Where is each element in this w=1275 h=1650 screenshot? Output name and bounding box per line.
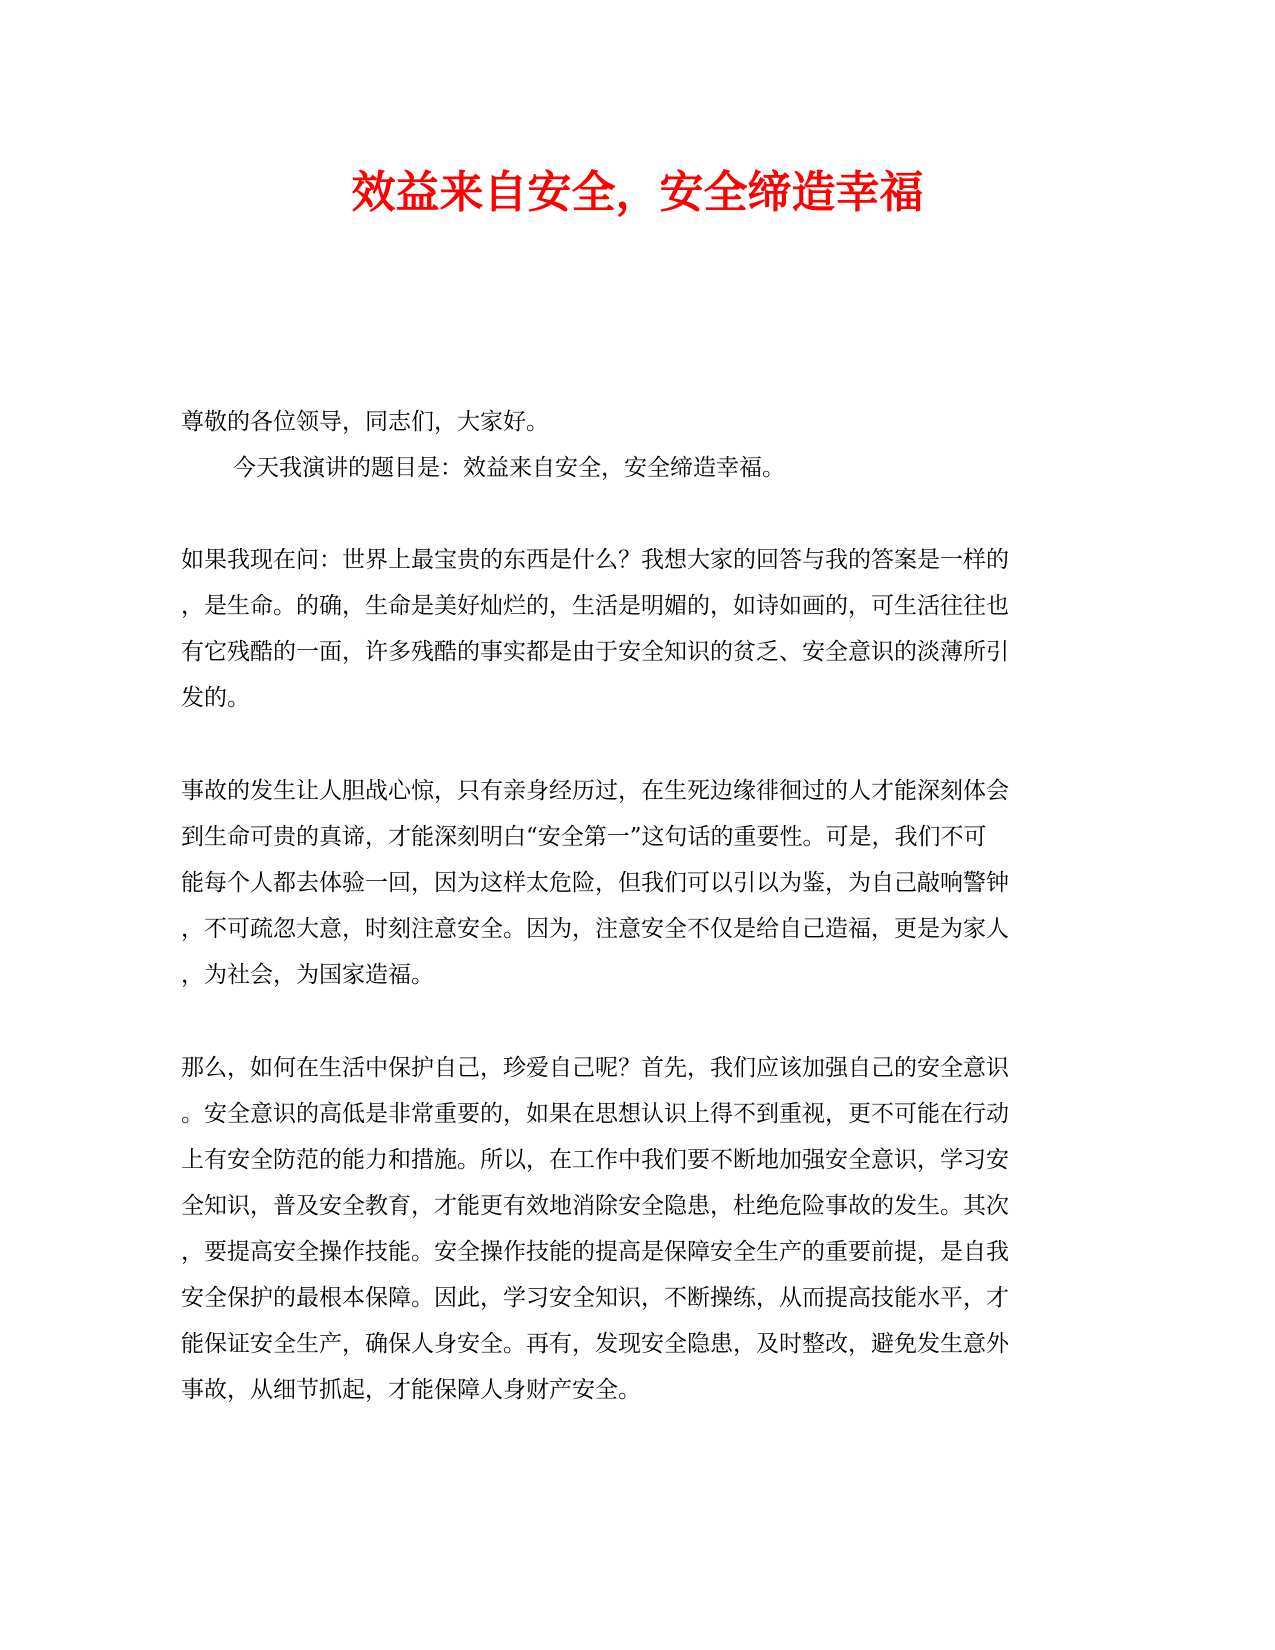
- paragraph-line: ，为社会，为国家造福。: [181, 962, 434, 988]
- paragraph-line: 能保证安全生产，确保人身安全。再有，发现安全隐患，及时整改，避免发生意外: [181, 1331, 1009, 1357]
- document-title: 效益来自安全，安全缔造幸福: [351, 167, 924, 218]
- paragraph-line: 安全保护的最根本保障。因此，学习安全知识，不断操练，从而提高技能水平，才: [181, 1285, 1009, 1311]
- paragraph-line: ，是生命。的确，生命是美好灿烂的，生活是明媚的，如诗如画的，可生活往往也: [181, 593, 1009, 619]
- paragraph-line: 那么，如何在生活中保护自己，珍爱自己呢？首先，我们应该加强自己的安全意识: [181, 1055, 1009, 1081]
- paragraph-line: 发的。: [181, 685, 250, 711]
- paragraph-line: 如果我现在问：世界上最宝贵的东西是什么？我想大家的回答与我的答案是一样的: [181, 547, 1009, 573]
- paragraph-line: 到生命可贵的真谛，才能深刻明白“安全第一”这句话的重要性。可是，我们不可: [181, 824, 987, 850]
- paragraph-line: 全知识，普及安全教育，才能更有效地消除安全隐患，杜绝危险事故的发生。其次: [181, 1193, 1009, 1219]
- greeting-line: 尊敬的各位领导，同志们，大家好。: [181, 409, 549, 435]
- paragraph-line: 能每个人都去体验一回，因为这样太危险，但我们可以引以为鉴，为自己敲响警钟: [181, 870, 1009, 896]
- paragraph-line: 事故的发生让人胆战心惊，只有亲身经历过，在生死边缘徘徊过的人才能深刻体会: [181, 778, 1009, 804]
- paragraph-line: 上有安全防范的能力和措施。所以，在工作中我们要不断地加强安全意识，学习安: [181, 1147, 1009, 1173]
- paragraph-line: 事故，从细节抓起，才能保障人身财产安全。: [181, 1377, 641, 1403]
- paragraph-line: ，要提高安全操作技能。安全操作技能的提高是保障安全生产的重要前提，是自我: [181, 1239, 1009, 1265]
- topic-line: 今天我演讲的题目是：效益来自安全，安全缔造幸福。: [233, 455, 785, 481]
- paragraph-line: ，不可疏忽大意，时刻注意安全。因为，注意安全不仅是给自己造福，更是为家人: [181, 916, 1009, 942]
- paragraph-line: 有它残酷的一面，许多残酷的事实都是由于安全知识的贫乏、安全意识的淡薄所引: [181, 639, 1009, 665]
- paragraph-line: 。安全意识的高低是非常重要的，如果在思想认识上得不到重视，更不可能在行动: [181, 1101, 1009, 1127]
